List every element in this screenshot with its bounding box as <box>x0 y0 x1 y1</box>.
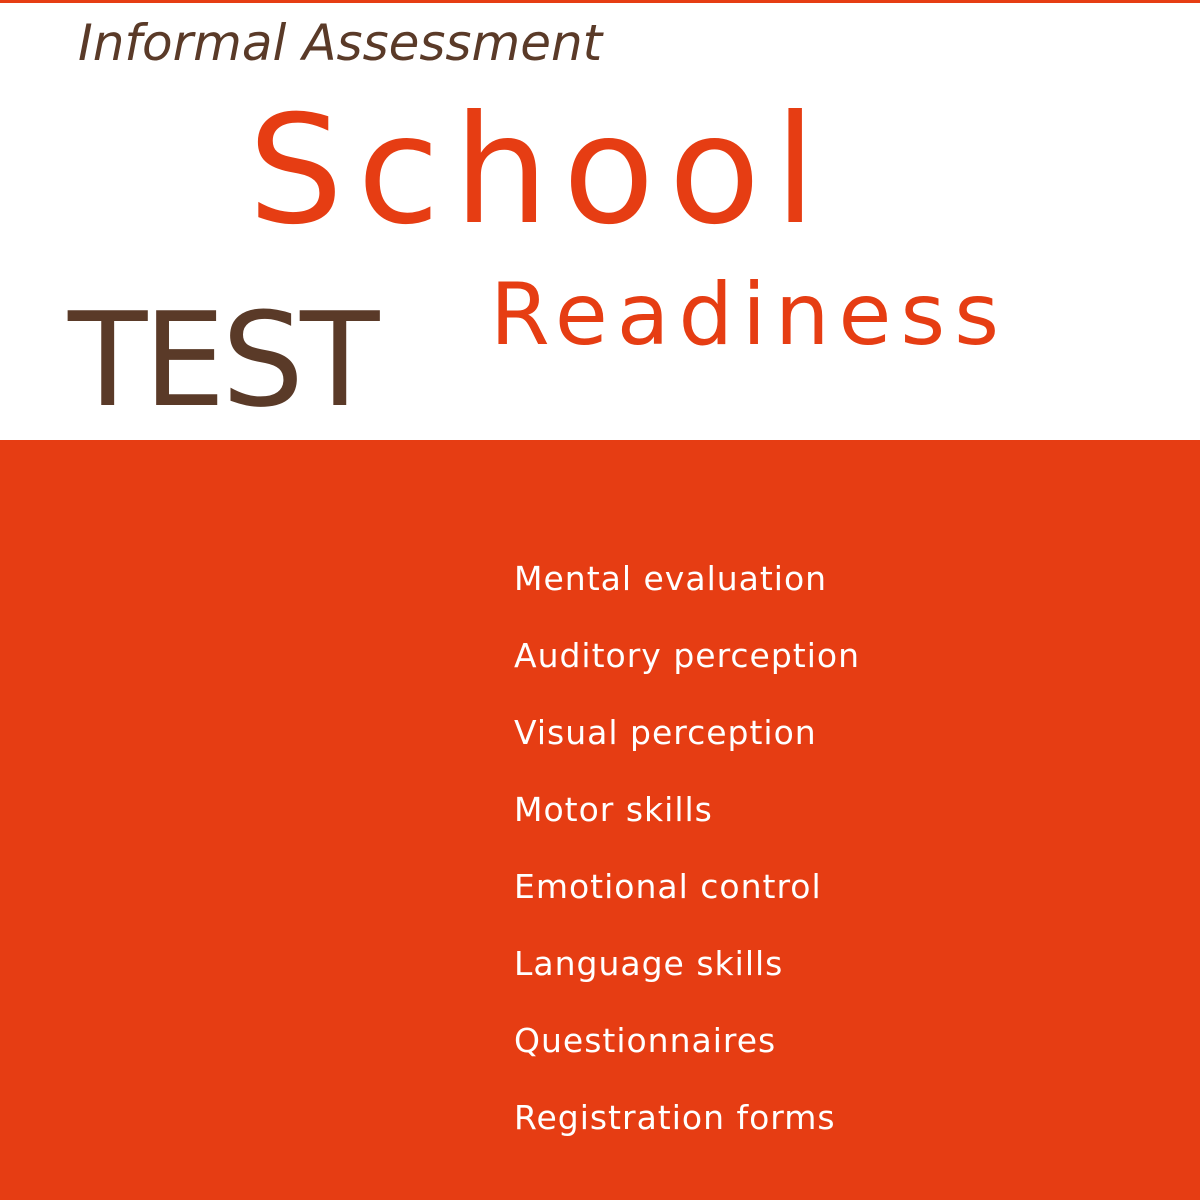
topics-band <box>0 440 1200 1200</box>
topic-item: Visual perception <box>514 713 817 752</box>
topic-item: Auditory perception <box>514 636 861 675</box>
topic-item: Motor skills <box>514 790 713 829</box>
topic-item: Mental evaluation <box>514 559 828 598</box>
cover-header <box>0 3 1200 440</box>
topic-item: Language skills <box>514 944 784 983</box>
title-readiness: Readiness <box>490 265 1009 365</box>
title-school: School <box>248 84 830 258</box>
topic-list <box>514 540 860 1156</box>
topic-item: Registration forms <box>514 1098 836 1137</box>
topic-item: Emotional control <box>514 867 822 906</box>
topic-item: Questionnaires <box>514 1021 777 1060</box>
cover-subtitle: Informal Assessment <box>78 14 603 72</box>
title-test: TEST <box>68 284 376 436</box>
